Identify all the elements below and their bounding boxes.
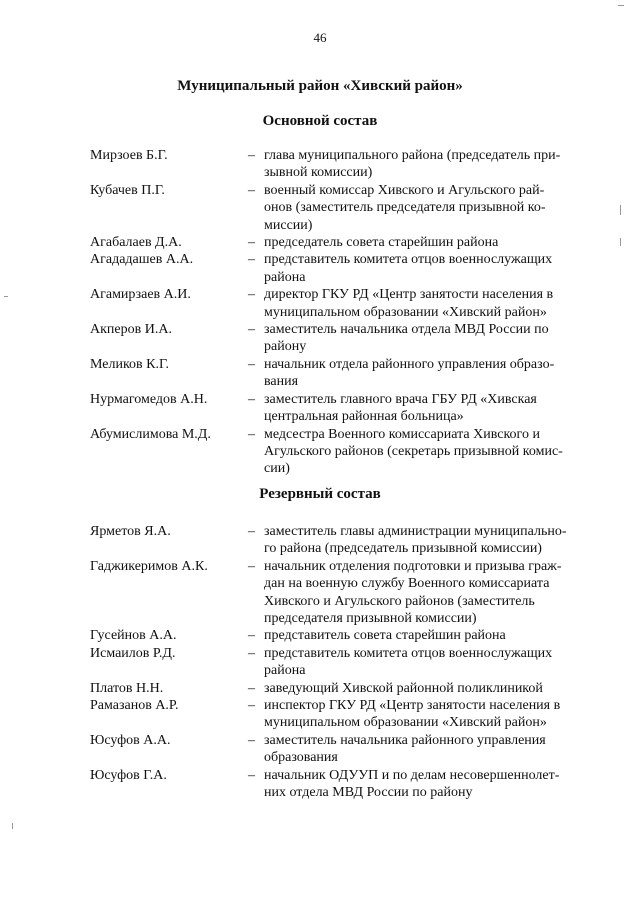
member-name: Кубачев П.Г. [90, 182, 165, 198]
dash: – [248, 235, 255, 251]
role-line: заместитель начальника отдела МВД России по [264, 322, 549, 338]
role-line: района [264, 663, 306, 679]
dash: – [248, 356, 255, 372]
dash: – [248, 732, 255, 748]
member-name: Ярметов Я.А. [90, 524, 171, 539]
role-line: них отдела МВД России по району [264, 785, 473, 801]
member-row [90, 391, 600, 426]
role-line: представитель совета старейшин района [264, 628, 506, 644]
member-role [264, 680, 600, 697]
dash: – [248, 426, 255, 442]
member-name: Агамирзаев А.И. [90, 287, 191, 303]
member-row [90, 767, 600, 802]
role-line: начальник отделения подготовки и призыва граж- [264, 558, 562, 574]
dash: – [248, 322, 255, 338]
dash: – [248, 148, 255, 163]
role-line: Агульского районов (секретарь призывной комис- [264, 443, 563, 459]
member-name: Агададашев А.А. [90, 252, 194, 268]
dash: – [248, 252, 255, 268]
role-line: начальник ОДУУП и по делам несовершеннолет- [264, 767, 560, 783]
role-line: района [264, 269, 306, 285]
member-row [90, 286, 600, 321]
role-line: председателя призывной комиссии) [264, 611, 477, 627]
role-line: Хивского и Агульского районов (заместитель [264, 593, 535, 609]
member-role [264, 732, 600, 767]
main-members-list [90, 147, 600, 478]
member-role [264, 645, 600, 680]
reserve-section-heading: Резервный состав [259, 486, 381, 502]
dash: – [248, 767, 255, 783]
member-role [264, 356, 600, 391]
member-role [264, 147, 600, 182]
role-line: миссии) [264, 217, 313, 233]
scan-speck [4, 296, 8, 297]
member-name: Меликов К.Г. [90, 356, 170, 372]
member-name: Юсуфов А.А. [90, 732, 171, 748]
member-row [90, 558, 600, 628]
member-name: Рамазанов А.Р. [90, 698, 179, 714]
dash: – [248, 287, 255, 303]
scan-speck [618, 5, 624, 6]
role-line: центральная районная больница» [264, 409, 464, 425]
role-line: заместитель начальника районного управления [264, 732, 546, 748]
member-role [264, 426, 600, 478]
role-line: муниципальном образовании «Хивский район» [264, 715, 547, 731]
dash: – [248, 680, 255, 696]
member-role [264, 697, 600, 732]
member-name: Платов Н.Н. [90, 680, 164, 696]
member-row [90, 321, 600, 356]
dash: – [248, 558, 255, 574]
role-line: заведующий Хивской районной поликлиникой [264, 680, 543, 696]
role-line: глава муниципального района (председатель при- [264, 148, 561, 163]
role-line: инспектор ГКУ РД «Центр занятости населения в [264, 698, 561, 714]
role-line: заместитель главного врача ГБУ РД «Хивская [264, 391, 537, 407]
page-number: 46 [313, 30, 327, 45]
role-line: представитель комитета отцов военнослужащих [264, 252, 553, 268]
member-name: Акперов И.А. [90, 322, 172, 338]
member-row [90, 627, 600, 644]
member-role [264, 558, 600, 628]
role-line: онов (заместитель председателя призывной ко- [264, 200, 546, 216]
role-line: дан на военную службу Военного комиссариата [264, 576, 550, 592]
role-line: зывной комиссии) [264, 165, 373, 181]
dash: – [248, 391, 255, 407]
member-name: Нурмагомедов А.Н. [90, 391, 208, 407]
member-row [90, 697, 600, 732]
member-role [264, 251, 600, 286]
role-line: военный комиссар Хивского и Агульского рай- [264, 182, 545, 198]
member-role [264, 234, 600, 251]
member-role [264, 182, 600, 234]
member-row [90, 234, 600, 251]
member-row [90, 182, 600, 234]
member-name: Исмаилов Р.Д. [90, 645, 176, 661]
role-line: вания [264, 374, 299, 390]
role-line: сии) [264, 461, 290, 477]
member-row [90, 645, 600, 680]
document-title: Муниципальный район «Хивский район» [177, 78, 463, 94]
role-line: муниципальном образовании «Хивский район» [264, 304, 547, 320]
reserve-members-list [90, 523, 600, 802]
member-row [90, 251, 600, 286]
role-line: медсестра Военного комиссариата Хивского и [264, 426, 540, 442]
member-name: Мирзоев Б.Г. [90, 148, 168, 163]
member-name: Гаджикеримов А.К. [90, 558, 208, 574]
member-row [90, 523, 600, 558]
member-role [264, 627, 600, 644]
role-line: заместитель главы администрации муниципально- [264, 524, 567, 539]
dash: – [248, 182, 255, 198]
role-line: го района (председатель призывной комиссии) [264, 541, 542, 557]
dash: – [248, 698, 255, 714]
member-row [90, 680, 600, 697]
scan-speck [620, 205, 621, 215]
member-role [264, 523, 600, 558]
member-name: Агабалаев Д.А. [90, 235, 182, 251]
member-row [90, 147, 600, 182]
role-line: директор ГКУ РД «Центр занятости населения в [264, 287, 554, 303]
dash: – [248, 628, 255, 644]
member-name: Гусейнов А.А. [90, 628, 177, 644]
member-role [264, 767, 600, 802]
role-line: району [264, 339, 307, 355]
member-row [90, 732, 600, 767]
member-role [264, 321, 600, 356]
main-section-heading: Основной состав [262, 113, 378, 129]
scan-speck [12, 823, 13, 829]
dash: – [248, 524, 255, 539]
member-row [90, 356, 600, 391]
role-line: председатель совета старейшин района [264, 235, 499, 251]
member-row [90, 426, 600, 478]
member-role [264, 391, 600, 426]
member-name: Юсуфов Г.А. [90, 767, 167, 783]
dash: – [248, 645, 255, 661]
role-line: начальник отдела районного управления образо- [264, 356, 555, 372]
member-role [264, 286, 600, 321]
scan-speck [620, 238, 621, 246]
member-name: Абумислимова М.Д. [90, 426, 211, 442]
role-line: образования [264, 750, 338, 766]
role-line: представитель комитета отцов военнослужащих [264, 645, 553, 661]
